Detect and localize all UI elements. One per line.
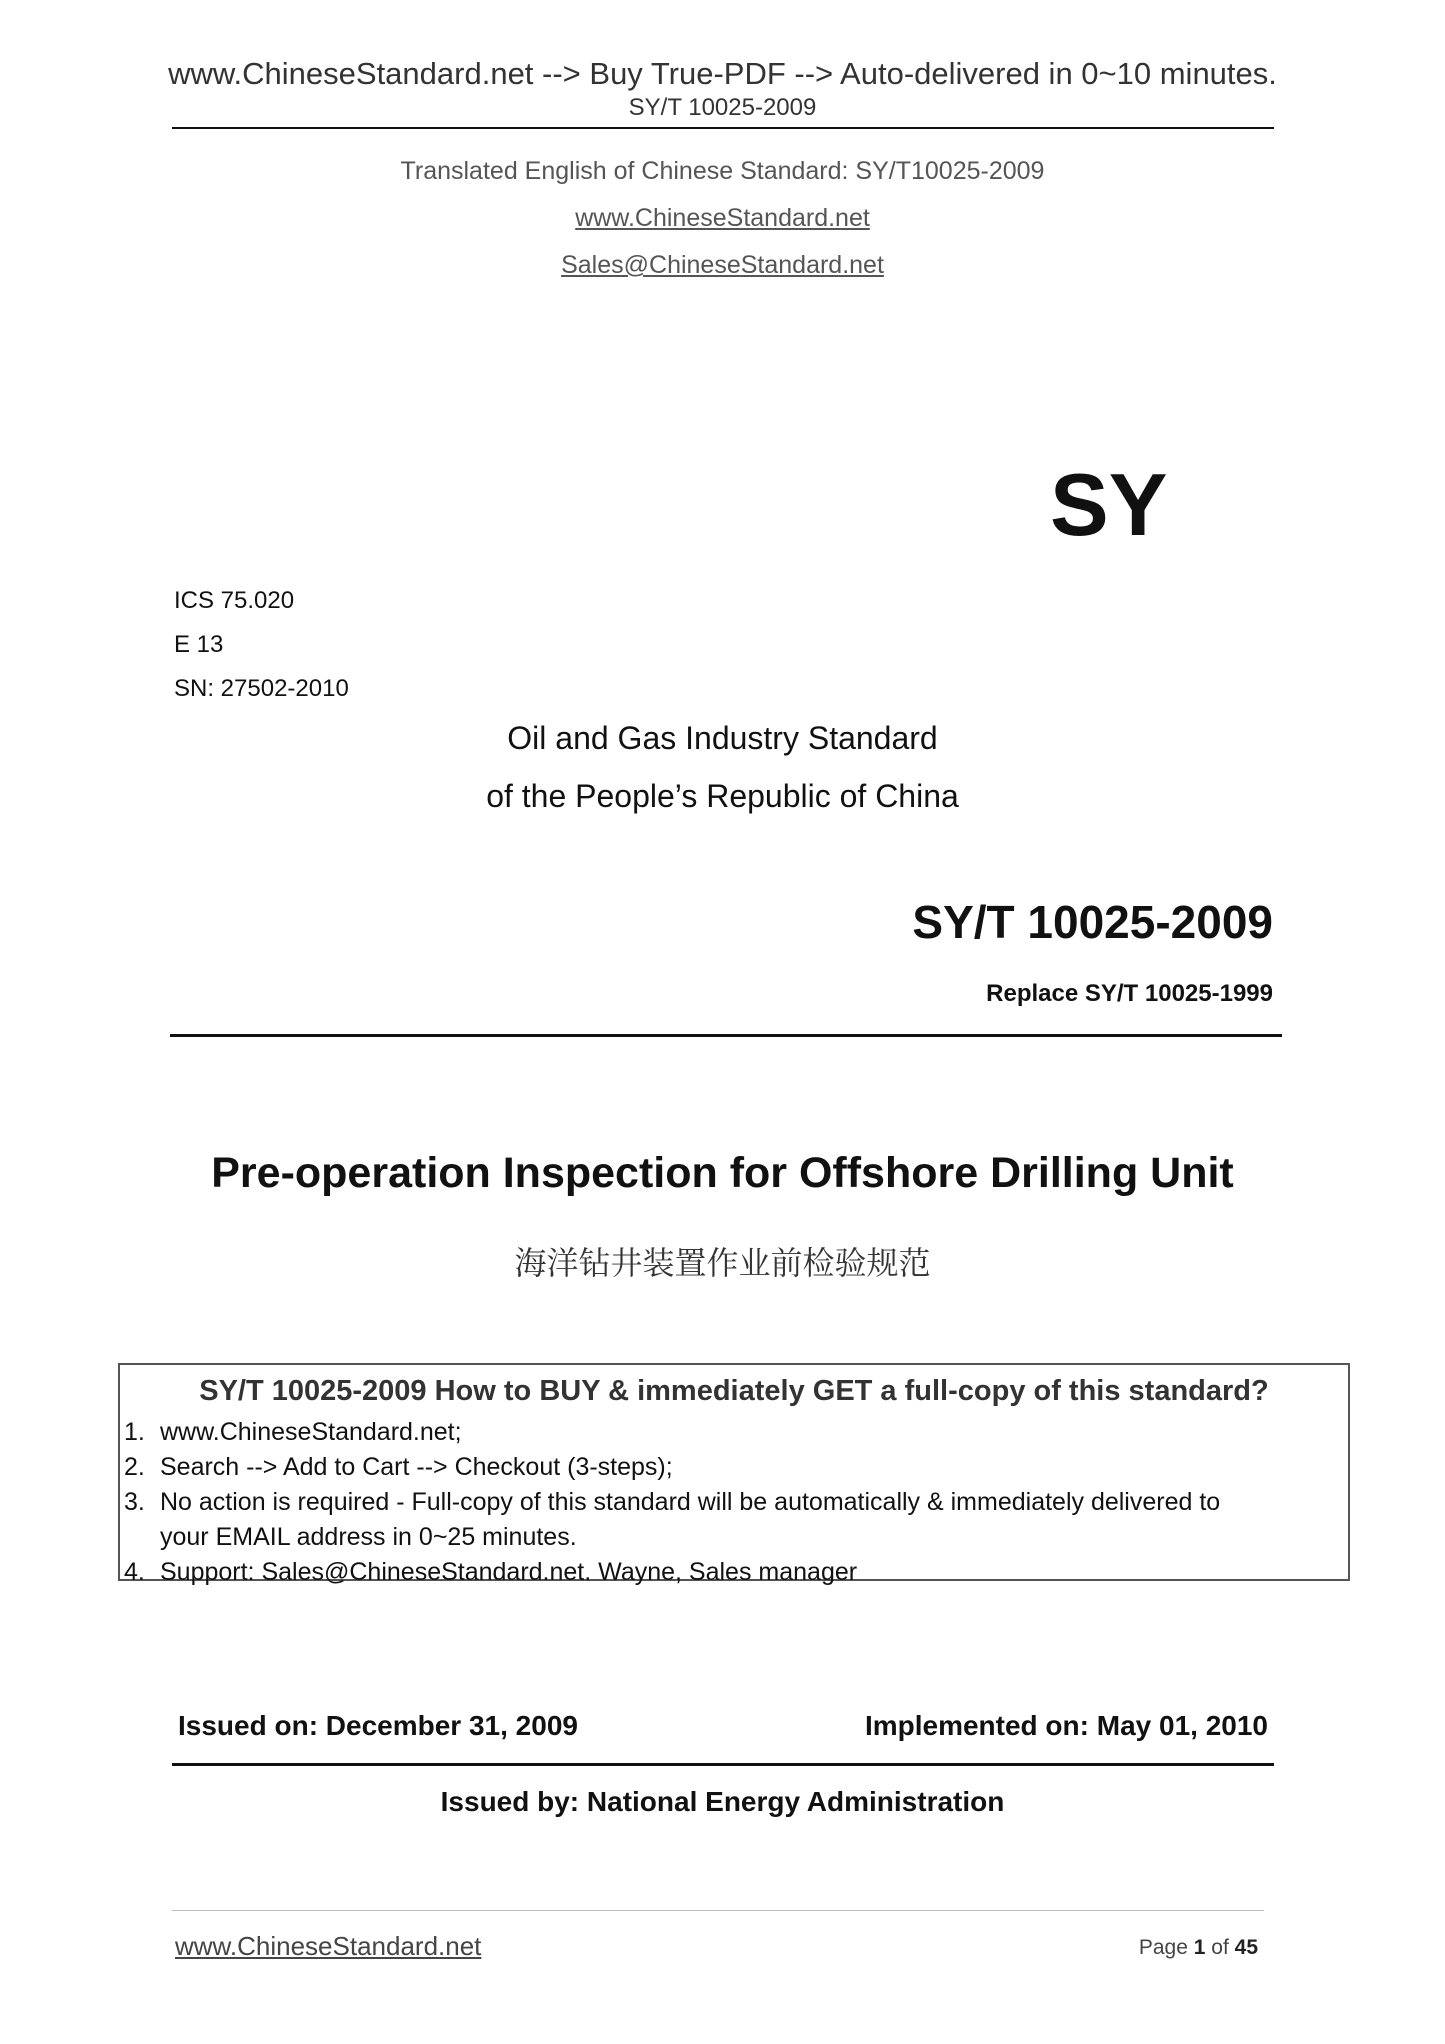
list-item (124, 1555, 1334, 1590)
list-item-number: 2. (124, 1453, 145, 1481)
header-divider (172, 127, 1274, 129)
list-item-text: No action is required - Full-copy of this standard will be automatically & immediately delivered to (160, 1488, 1221, 1516)
header-standard-code: SY/T 10025-2009 (628, 94, 817, 121)
category-code: E 13 (174, 631, 224, 658)
page-of: of (1211, 1936, 1229, 1959)
serial-number: SN: 27502-2010 (174, 675, 349, 702)
industry-line-1: Oil and Gas Industry Standard (507, 720, 938, 756)
page-indicator (1139, 1935, 1258, 1961)
standard-code: SY/T 10025-2009 (912, 896, 1273, 948)
page-current: 1 (1193, 1936, 1206, 1959)
industry-line-2: of the People’s Republic of China (486, 778, 959, 814)
page-total: 45 (1234, 1936, 1258, 1959)
list-item-number: 3. (124, 1488, 145, 1516)
replace-notice: Replace SY/T 10025-1999 (986, 980, 1273, 1007)
sy-mark: SY (1050, 455, 1168, 554)
ics-code: ICS 75.020 (174, 587, 295, 614)
issue-divider (172, 1763, 1274, 1766)
list-item (124, 1520, 1334, 1555)
page-label: Page (1138, 1936, 1188, 1959)
list-item-text: your EMAIL address in 0~25 minutes. (160, 1523, 577, 1551)
footer-website-link[interactable]: www.ChineseStandard.net (175, 1931, 482, 1961)
document-title: Pre-operation Inspection for Offshore Drilling Unit (211, 1149, 1234, 1197)
footer-divider (172, 1910, 1264, 1911)
list-item-number: 4. (124, 1558, 145, 1586)
list-item-number (124, 1520, 160, 1555)
list-item (124, 1450, 1334, 1485)
list-item-text[interactable]: Support: Sales@ChineseStandard.net. Wayne, Sales manager (160, 1558, 858, 1586)
purchase-box-title: SY/T 10025-2009 How to BUY & immediately GET a full-copy of this standard? (199, 1375, 1269, 1407)
list-item (124, 1415, 1334, 1450)
purchase-info-box (118, 1363, 1350, 1586)
implemented-on-date: Implemented on: May 01, 2010 (864, 1710, 1268, 1741)
email-link[interactable]: Sales@ChineseStandard.net (561, 251, 884, 279)
purchase-steps-list (124, 1415, 1334, 1590)
cover-divider (170, 1034, 1282, 1037)
document-title-cn: 海洋钻井装置作业前检验规范 (514, 1244, 931, 1282)
top-banner: www.ChineseStandard.net --> Buy True-PDF --> Auto-delivered in 0~10 minutes. (168, 56, 1277, 91)
list-item-text[interactable]: www.ChineseStandard.net; (160, 1418, 462, 1446)
issued-on-date: Issued on: December 31, 2009 (178, 1710, 578, 1741)
email-link-row (0, 250, 1445, 280)
list-item-number: 1. (124, 1418, 145, 1446)
list-item (124, 1485, 1334, 1520)
translated-notice: Translated English of Chinese Standard: SY/T10025-2009 (400, 157, 1045, 185)
website-link[interactable]: www.ChineseStandard.net (575, 204, 870, 232)
list-item-text: Search --> Add to Cart --> Checkout (3-steps); (160, 1453, 673, 1481)
issuing-authority: Issued by: National Energy Administration (440, 1786, 1005, 1817)
website-link-row (0, 203, 1445, 233)
